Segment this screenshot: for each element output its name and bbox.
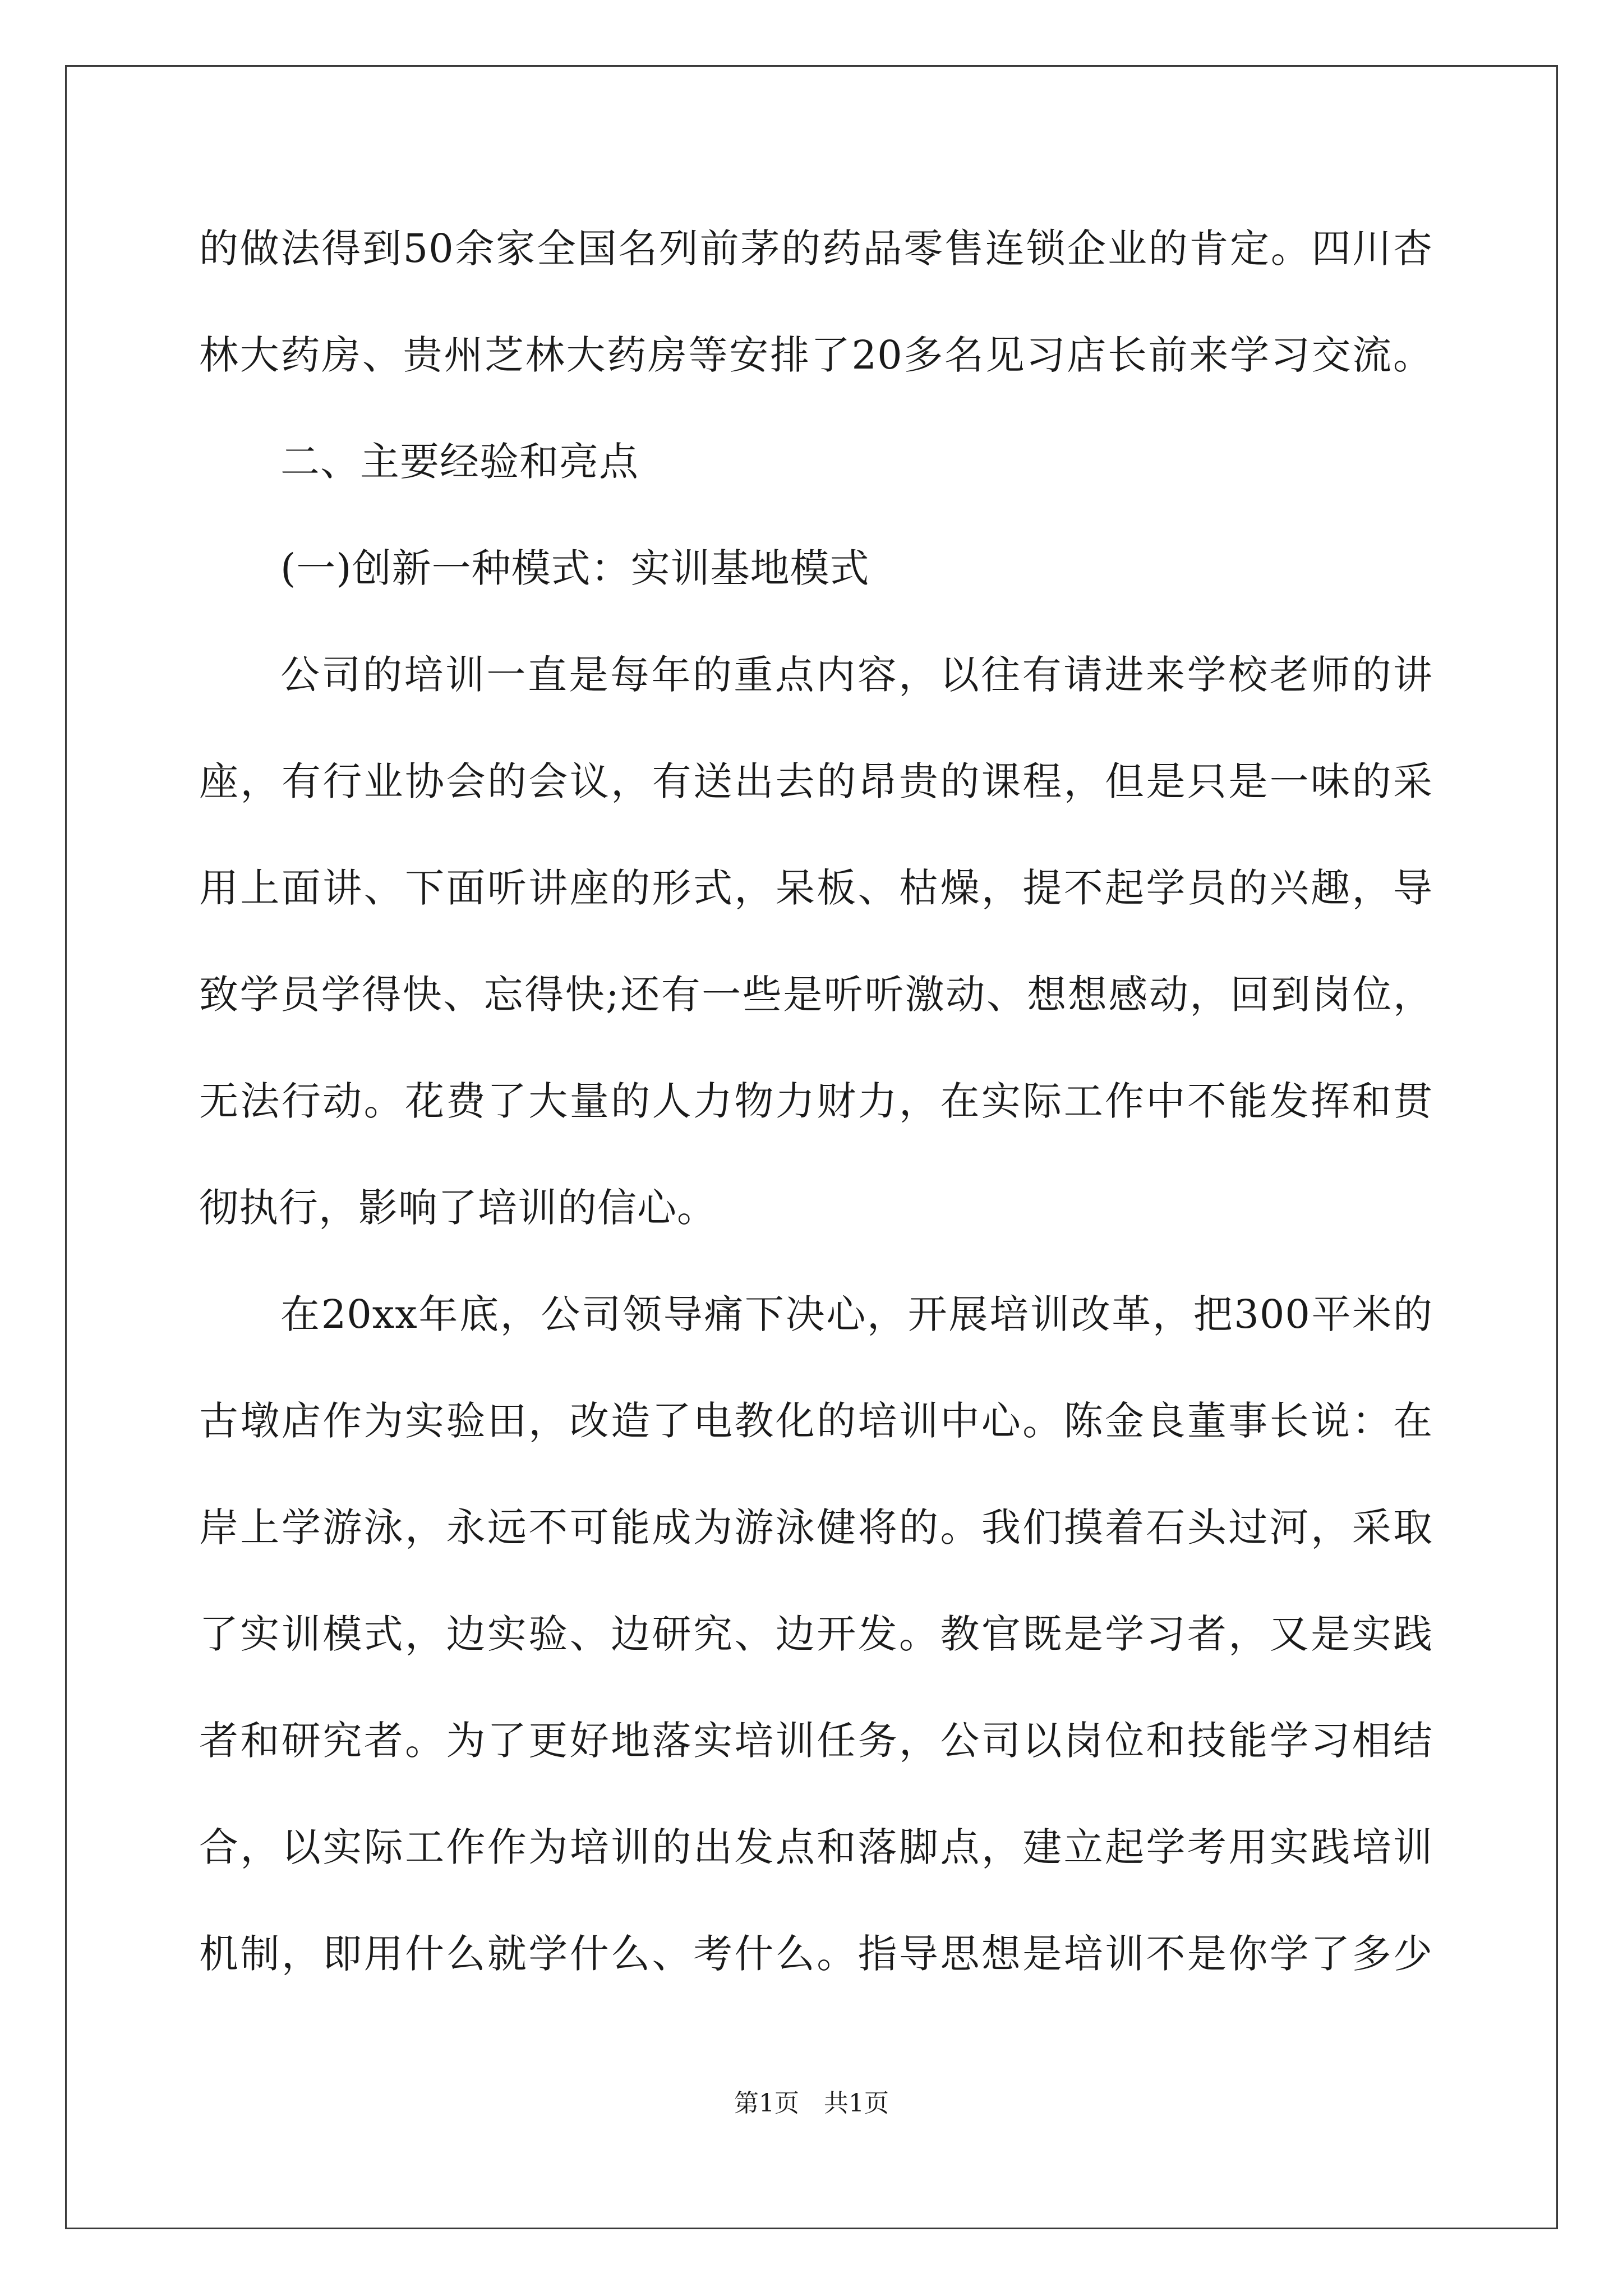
text-line: 林大药房、贵州芝林大药房等安排了20多名见习店长前来学习交流。 [199, 332, 1433, 378]
text-line: 用上面讲、下面听讲座的形式，呆板、枯燥，提不起学员的兴趣，导 [199, 865, 1433, 911]
page-border [65, 65, 1558, 2229]
text-line: 在20xx年底，公司领导痛下决心，开展培训改革，把300平米的 [280, 1291, 1433, 1337]
text-line: 者和研究者。为了更好地落实培训任务，公司以岗位和技能学习相结 [199, 1718, 1433, 1764]
text-line: 彻执行，影响了培训的信心。 [199, 1185, 717, 1231]
text-line: 了实训模式，边实验、边研究、边开发。教官既是学习者，又是实践 [199, 1611, 1433, 1657]
text-line: 机制，即用什么就学什么、考什么。指导思想是培训不是你学了多少 [199, 1931, 1433, 1977]
text-line: 合，以实际工作作为培训的出发点和落脚点，建立起学考用实践培训 [199, 1824, 1433, 1870]
text-line: 座，有行业协会的会议，有送出去的昂贵的课程，但是只是一味的采 [199, 758, 1433, 804]
subsection-heading: (一)创新一种模式：实训基地模式 [280, 545, 870, 591]
text-line: 的做法得到50余家全国名列前茅的药品零售连锁企业的肯定。四川杏 [199, 226, 1433, 272]
section-heading: 二、主要经验和亮点 [280, 439, 639, 485]
text-line: 古墩店作为实验田，改造了电教化的培训中心。陈金良董事长说：在 [199, 1398, 1433, 1444]
text-line: 岸上学游泳，永远不可能成为游泳健将的。我们摸着石头过河，采取 [199, 1504, 1433, 1550]
text-line: 致学员学得快、忘得快;还有一些是听听激动、想想感动，回到岗位， [199, 972, 1433, 1018]
text-line: 无法行动。花费了大量的人力物力财力，在实际工作中不能发挥和贯 [199, 1078, 1433, 1124]
text-line: 公司的培训一直是每年的重点内容，以往有请进来学校老师的讲 [280, 652, 1433, 698]
page-footer: 第1页 共1页 [734, 2089, 889, 2118]
